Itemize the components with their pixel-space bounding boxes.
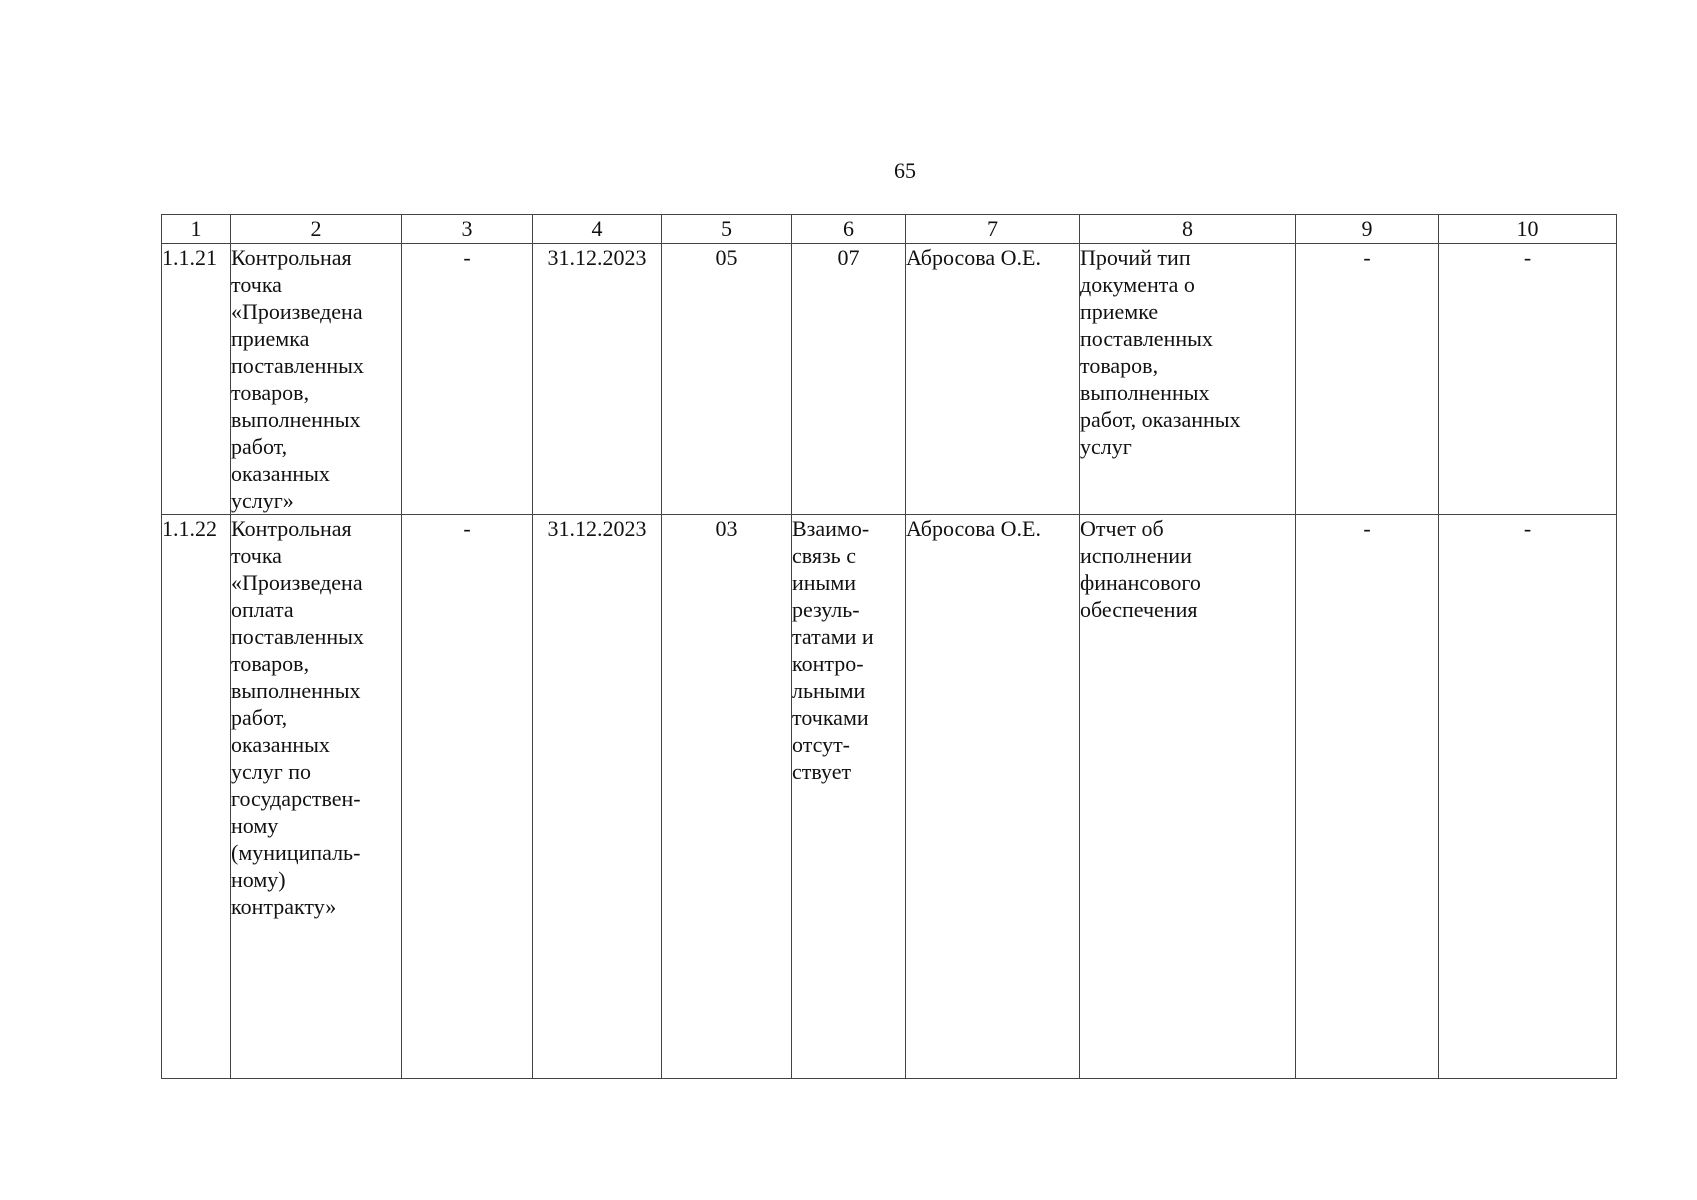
table-row [162, 244, 1617, 515]
control-point-title: Контрольная точка «Произведена оплата поставленных товаров, выполненных работ, оказанных услуг по государствен- ному (муниципаль- ному) контракту» [231, 515, 402, 1079]
cell-col-6: Взаимо- связь с иными резуль- татами и контро- льными точками отсут- ствует [792, 515, 906, 1079]
table-row [162, 515, 1617, 1079]
header-cell-5: 5 [662, 215, 792, 244]
responsible-person: Абросова О.Е. [906, 244, 1080, 515]
due-date: 31.12.2023 [533, 244, 662, 515]
cell-col-5: 03 [662, 515, 792, 1079]
due-date: 31.12.2023 [533, 515, 662, 1079]
cell-col-5: 05 [662, 244, 792, 515]
header-cell-4: 4 [533, 215, 662, 244]
header-cell-3: 3 [402, 215, 533, 244]
header-cell-2: 2 [231, 215, 402, 244]
cell-col-10: - [1439, 515, 1617, 1079]
header-cell-7: 7 [906, 215, 1080, 244]
control-points-table [161, 214, 1617, 1079]
header-cell-6: 6 [792, 215, 906, 244]
cell-col-3: - [402, 515, 533, 1079]
page-number: 65 [894, 158, 916, 183]
document-type: Прочий тип документа о приемке поставленных товаров, выполненных работ, оказанных услуг [1080, 244, 1296, 515]
cell-col-3: - [402, 244, 533, 515]
cell-col-9: - [1296, 244, 1439, 515]
cell-col-9: - [1296, 515, 1439, 1079]
header-cell-1: 1 [162, 215, 231, 244]
header-row [162, 215, 1617, 244]
responsible-person: Абросова О.Е. [906, 515, 1080, 1079]
control-point-title: Контрольная точка «Произведена приемка поставленных товаров, выполненных работ, оказанных услуг» [231, 244, 402, 515]
document-type: Отчет об исполнении финансового обеспечения [1080, 515, 1296, 1079]
header-cell-10: 10 [1439, 215, 1617, 244]
cell-col-6: 07 [792, 244, 906, 515]
row-number: 1.1.22 [162, 515, 231, 1079]
header-cell-8: 8 [1080, 215, 1296, 244]
row-number: 1.1.21 [162, 244, 231, 515]
cell-col-10: - [1439, 244, 1617, 515]
header-cell-9: 9 [1296, 215, 1439, 244]
